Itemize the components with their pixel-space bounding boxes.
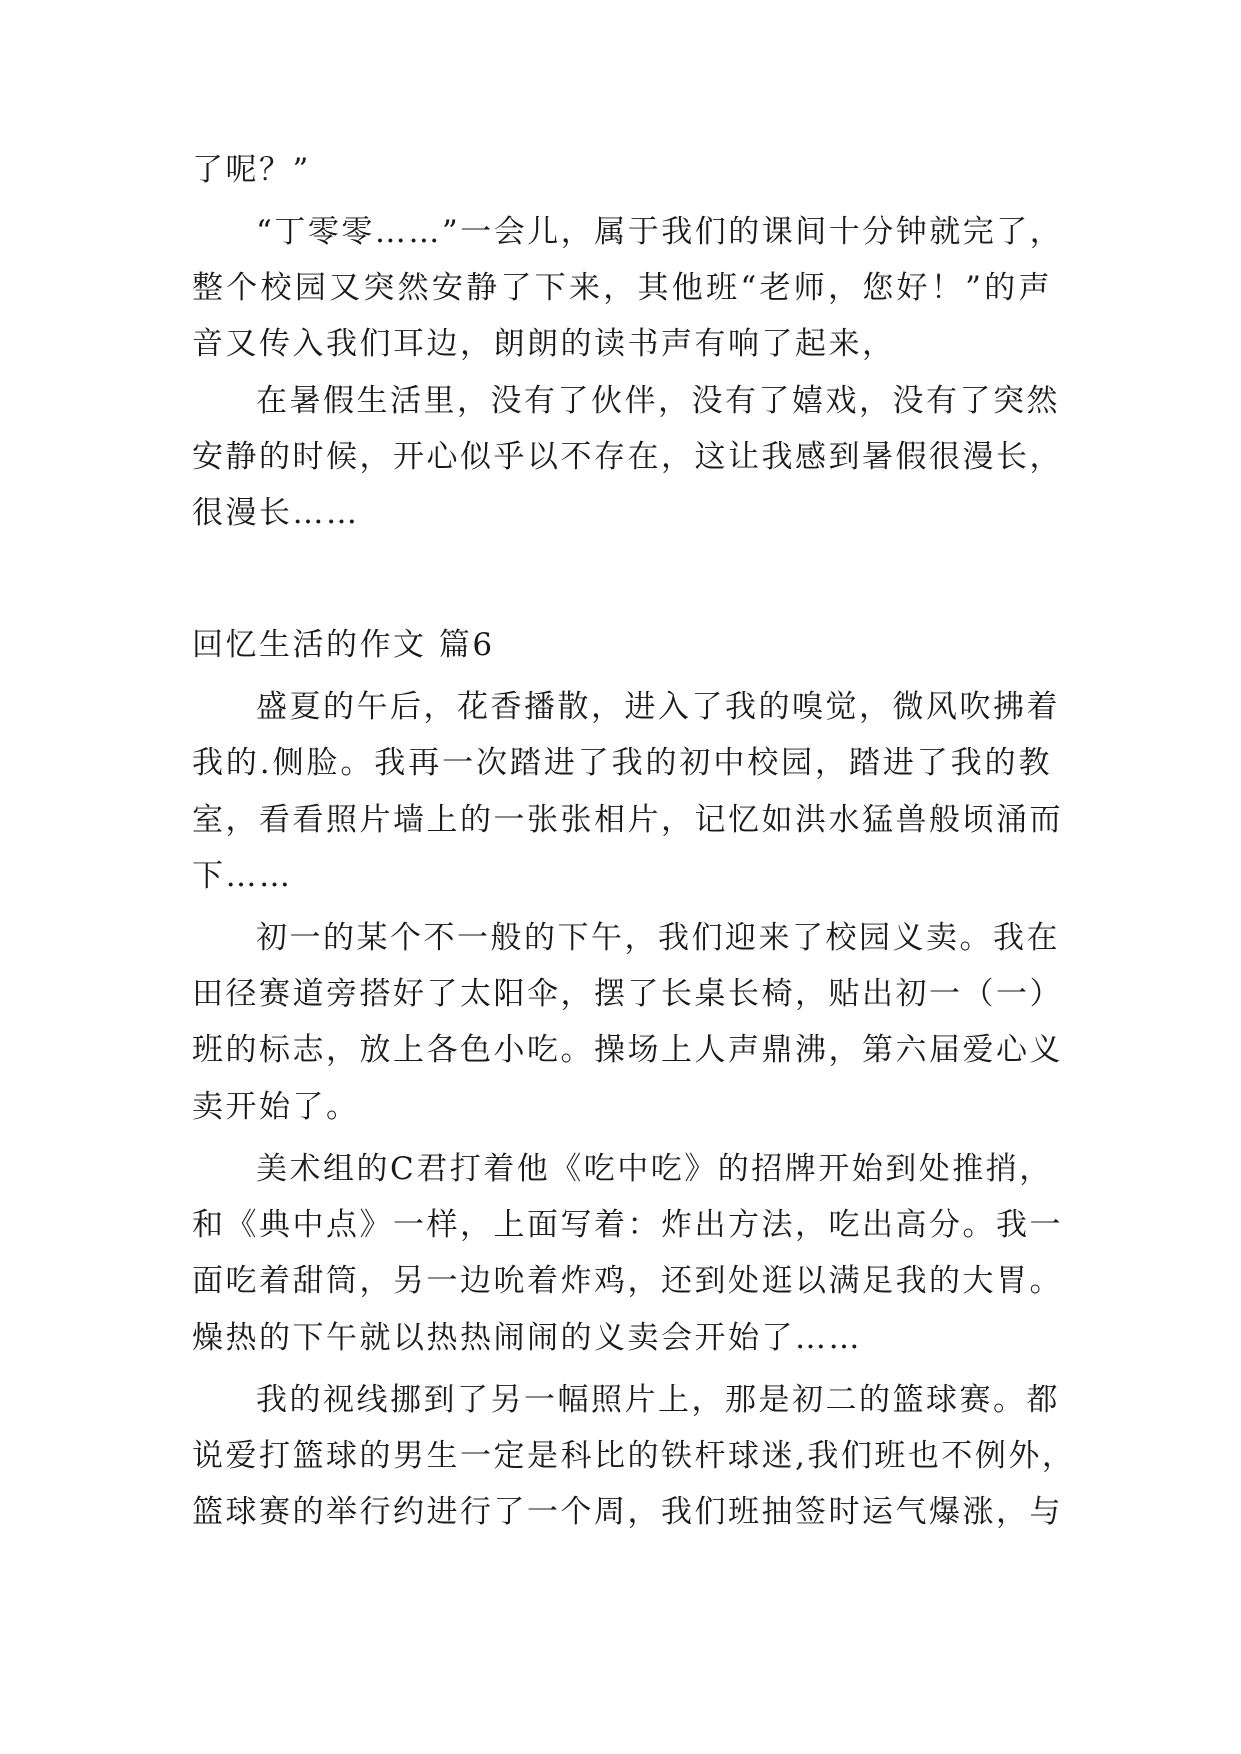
text-line: 班的标志，放上各色小吃。操场上人声鼎沸，第六届爱心义 [192,1032,1063,1068]
section-heading: 回忆生活的作文 篇6 [192,627,495,663]
paragraph-first-line: 初一的某个不一般的下午，我们迎来了校园义卖。我在 [256,920,1060,956]
text-line: 很漫长…… [192,495,360,531]
text-line: 面吃着甜筒，另一边吮着炸鸡，还到处逛以满足我的大胃。 [192,1263,1063,1299]
text-line: 田径赛道旁搭好了太阳伞，摆了长桌长椅，贴出初一（一） [192,976,1063,1012]
text-line: 室，看看照片墙上的一张张相片，记忆如洪水猛兽般顷涌而 [192,802,1063,838]
text-line: 音又传入我们耳边，朗朗的读书声有响了起来， [192,326,896,362]
text-line: 了呢？” [192,152,311,188]
paragraph-first-line: 在暑假生活里，没有了伙伴，没有了嬉戏，没有了突然 [256,383,1060,419]
paragraph-first-line: “丁零零……”一会儿，属于我们的课间十分钟就完了， [256,214,1064,250]
text-line: 我的.侧脸。我再一次踏进了我的初中校园，踏进了我的教 [192,745,1052,781]
text-line: 和《典中点》一样，上面写着：炸出方法，吃出高分。我一 [192,1207,1063,1243]
paragraph-first-line: 盛夏的午后，花香播散，进入了我的嗅觉，微风吹拂着 [256,689,1060,725]
text-line: 安静的时候，开心似乎以不存在，这让我感到暑假很漫长， [192,439,1063,475]
text-line: 燥热的下午就以热热闹闹的义卖会开始了…… [192,1320,862,1356]
text-line: 下…… [192,858,293,894]
paragraph-first-line: 美术组的C君打着他《吃中吃》的招牌开始到处推捎， [256,1151,1053,1187]
text-line: 整个校园又突然安静了下来，其他班“老师，您好！”的声 [192,270,1052,306]
text-line: 卖开始了。 [192,1089,360,1125]
text-line: 篮球赛的举行约进行了一个周，我们班抽签时运气爆涨，与 [192,1494,1063,1530]
text-line: 说爱打篮球的男生一定是科比的铁杆球迷,我们班也不例外， [192,1438,1076,1474]
paragraph-first-line: 我的视线挪到了另一幅照片上，那是初二的篮球赛。都 [256,1382,1060,1418]
